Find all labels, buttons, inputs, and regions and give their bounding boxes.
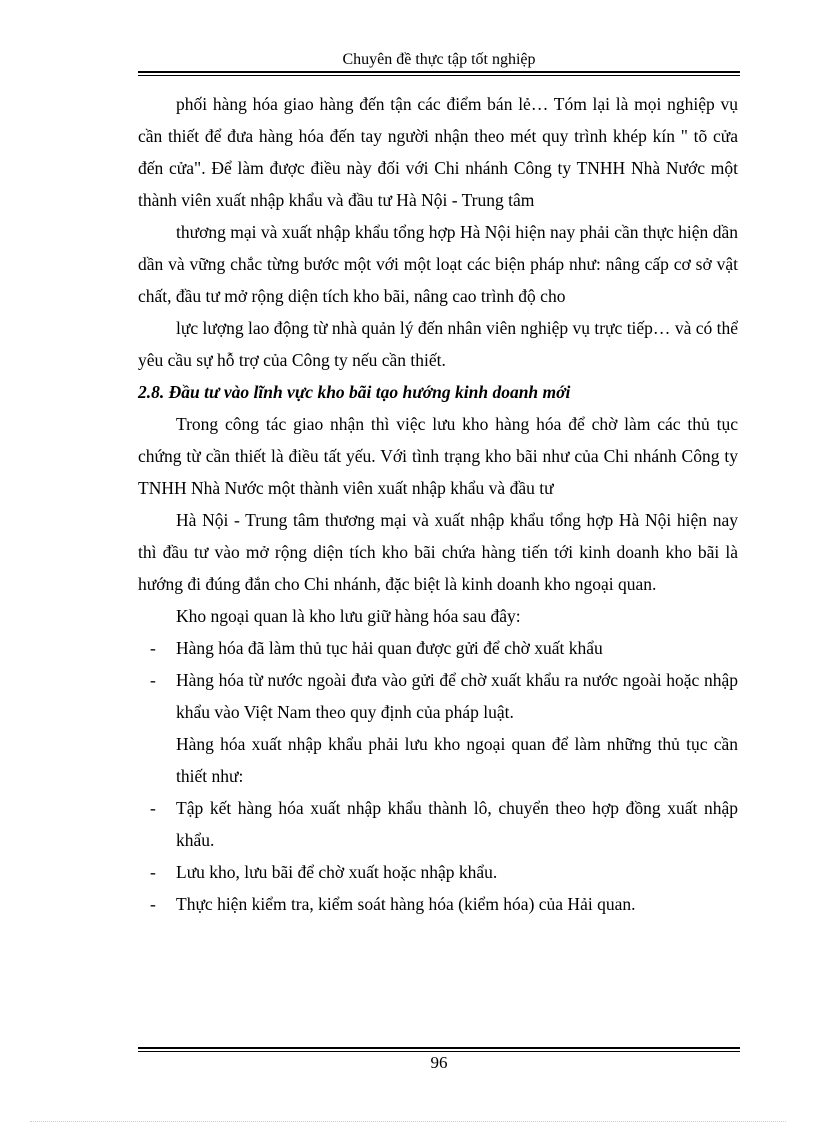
paragraph: thương mại và xuất nhập khẩu tổng hợp Hà Nội hiện nay phải cần thực hiện dần dần và vững chắc từng bước một với một loạt các biện pháp như: nâng cấp cơ sở vật chất, đầu tư mở rộng diện tích kho bãi, nâng cao trình độ cho <box>138 222 738 306</box>
list-dash: - <box>150 670 156 690</box>
page-number: 96 <box>430 1053 448 1072</box>
list-item <box>138 888 738 920</box>
section-heading: 2.8. Đầu tư vào lĩnh vực kho bãi tạo hướng kinh doanh mới <box>138 382 571 402</box>
header-rule <box>138 71 740 76</box>
list-item-text: Hàng hóa đã làm thủ tục hải quan được gửi để chờ xuất khẩu <box>176 638 603 658</box>
list-item-text: Thực hiện kiểm tra, kiểm soát hàng hóa (kiểm hóa) của Hải quan. <box>176 894 636 914</box>
list-dash: - <box>150 638 156 658</box>
list-item <box>138 632 738 664</box>
paragraph: Kho ngoại quan là kho lưu giữ hàng hóa sau đây: <box>176 606 521 626</box>
list-item <box>138 792 738 856</box>
list-item-text: Hàng hóa từ nước ngoài đưa vào gửi để chờ xuất khẩu ra nước ngoài hoặc nhập khẩu vào Việt Nam theo quy định của pháp luật. <box>176 670 738 722</box>
page-header: Chuyên đề thực tập tốt nghiệp <box>342 51 536 68</box>
list-item <box>138 856 738 888</box>
list-item-text: Lưu kho, lưu bãi để chờ xuất hoặc nhập khẩu. <box>176 862 498 882</box>
page-edge-dotted-line <box>30 1121 786 1122</box>
page-content <box>138 88 738 920</box>
paragraph: lực lượng lao động từ nhà quản lý đến nhân viên nghiệp vụ trực tiếp… và có thể yêu cầu sự hỗ trợ của Công ty nếu cần thiết. <box>138 318 738 370</box>
list-dash: - <box>150 798 156 818</box>
paragraph: phối hàng hóa giao hàng đến tận các điểm bán lẻ… Tóm lại là mọi nghiệp vụ cần thiết để đưa hàng hóa đến tay người nhận theo mét quy trình khép kín " tõ cửa đến cửa". Để làm được điều này đối với Chi nhánh Công ty TNHH Nhà Nước một thành viên xuất nhập khẩu và đầu tư Hà Nội - Trung tâm <box>138 94 738 210</box>
list-dash: - <box>150 862 156 882</box>
paragraph: Hà Nội - Trung tâm thương mại và xuất nhập khẩu tổng hợp Hà Nội hiện nay thì đầu tư vào mở rộng diện tích kho bãi chứa hàng tiến tới kinh doanh kho bãi là hướng đi đúng đắn cho Chi nhánh, đặc biệt là kinh doanh kho ngoại quan. <box>138 510 738 594</box>
paragraph: Trong công tác giao nhận thì việc lưu kho hàng hóa để chờ làm các thủ tục chứng từ cần thiết là điều tất yếu. Với tình trạng kho bãi như của Chi nhánh Công ty TNHH Nhà Nước một thành viên xuất nhập khẩu và đầu tư <box>138 414 738 498</box>
list-dash: - <box>150 894 156 914</box>
paragraph: Hàng hóa xuất nhập khẩu phải lưu kho ngoại quan để làm những thủ tục cần thiết như: <box>176 734 738 786</box>
list-item-text: Tập kết hàng hóa xuất nhập khẩu thành lô, chuyển theo hợp đồng xuất nhập khẩu. <box>176 798 738 850</box>
list-item <box>138 664 738 728</box>
